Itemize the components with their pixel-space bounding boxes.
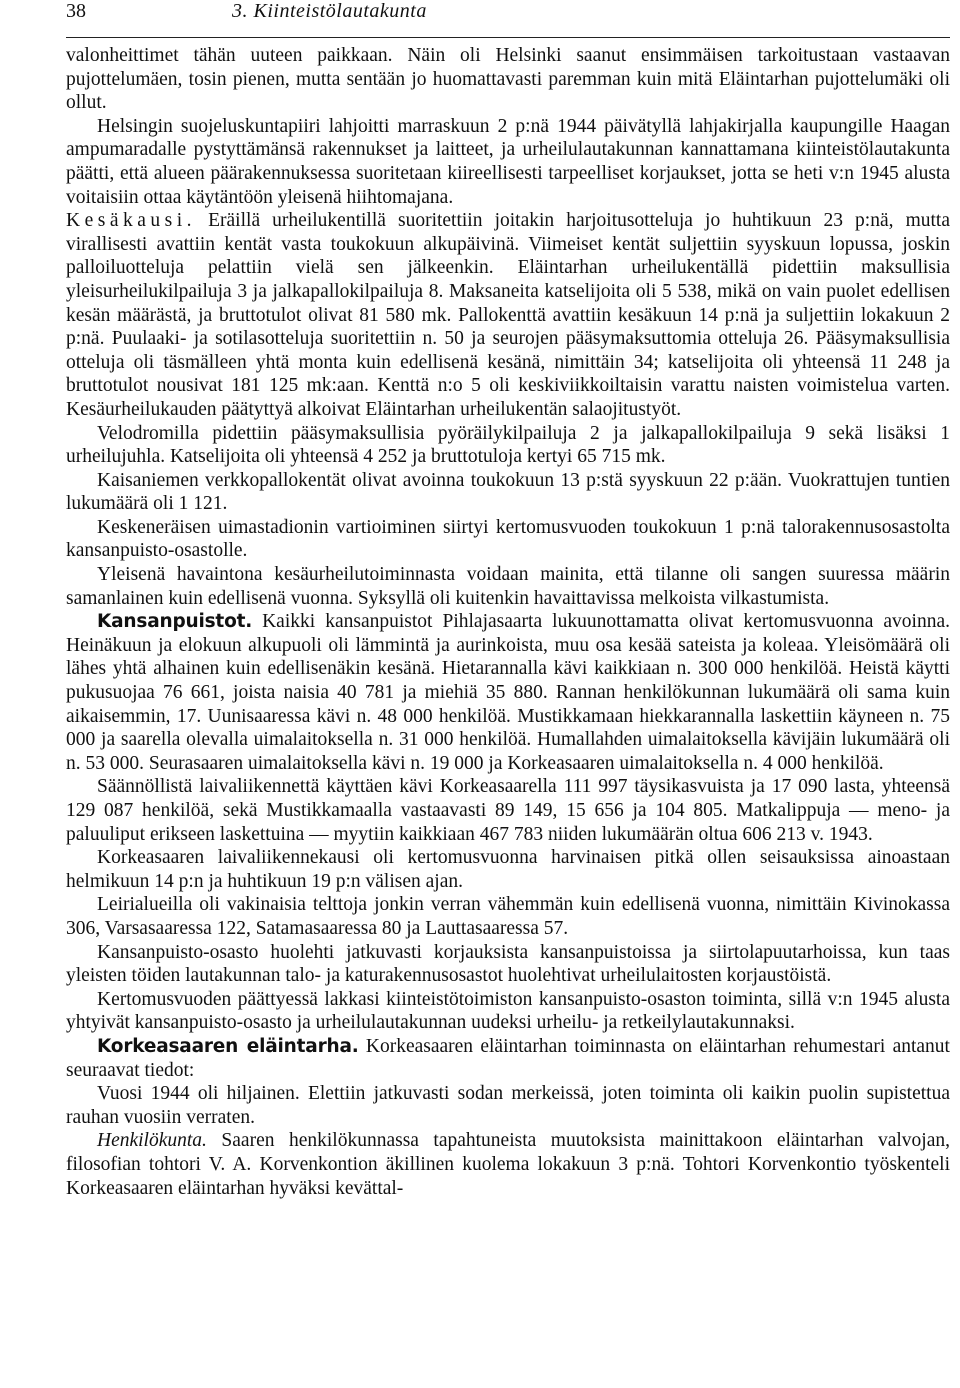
header-rule (66, 37, 950, 38)
paragraph (66, 893, 950, 940)
paragraph-text: Kertomusvuoden päättyessä lakkasi kiinteistötoimiston kansanpuisto-osaston toiminta, sillä v:n 1945 alusta yhtyivät kansanpuisto-osasto ja urheilulautakunnan uudeksi urheilu- ja retkeilylautakunnaksi. (66, 988, 950, 1034)
paragraph (66, 941, 950, 988)
paragraph-text: Velodromilla pidettiin pääsymaksullisia pyöräilykilpailuja 2 ja jalkapallokilpailuja 9 sekä lisäksi 1 urheilujuhla. Katselijoita oli yhteensä 4 252 ja bruttotuloja kertyi 65 715 mk. (66, 422, 950, 468)
paragraph (66, 1082, 950, 1129)
page-number: 38 (66, 0, 86, 22)
page-body (66, 44, 950, 1200)
paragraph (66, 846, 950, 893)
section-heading: Korkeasaaren eläintarha. (97, 1035, 359, 1057)
paragraph (66, 1035, 950, 1082)
paragraph-text: valonheittimet tähän uuteen paikkaan. Näin oli Helsinki saanut ensimmäisen tarkoitustaan vastaavan pujottelumäen, tosin pienen, mutta sentään jo huomattavasti paremman kuin mitä Eläintarhan pujottelumäki oli ollut. (66, 45, 950, 114)
paragraph (66, 115, 950, 209)
paragraph-text: Kaikki kansanpuistot Pihlajasaarta lukuunottamatta olivat kertomusvuonna avoinna. Heinäkuun ja elokuun alkupuoli oli lämmintä ja aurinkoista, muu osa kesää sateista ja koleaa. Yleisömäärä oli lähes yhtä alhainen kuin edellisenäkin kesänä. Hietarannalla kävi kaikkiaan n. 300 000 henkilöä. Heistä käytti pukusuojaa 76 661, joista naisia 40 781 ja miehiä 35 880. Rannan henkilökunnan lukumäärä oli sama kuin aikaisemmin, 17. Uunisaaressa kävi n. 48 000 henkilöä. Mustikkamaan hiekkarannalla laskettiin käyneen n. 75 000 ja saarella olevalla uimalaitoksella n. 31 000 henkilöä. Humallahden uimalaitoksella kävijäin lukumäärä oli n. 53 000. Seurasaaren uimalaitoksella kävi n. 19 000 ja Korkeasaaren uimalaitoksella n. 4 000 henkilöä. (66, 611, 950, 774)
paragraph-text: Säännöllistä laivaliikennettä käyttäen kävi Korkeasaarella 111 997 täysikasvuista ja 17 090 lasta, yhteensä 129 087 henkilöä, sekä Mustikkamaalla vastaavasti 89 149, 15 656 ja 104 805. Matkalippuja — meno- ja paluuliput erikseen laskettuina — myytiin kaikkiaan 467 783 niiden lukumäärän oltua 606 213 v. 1943. (66, 776, 950, 845)
subsection-heading: Henkilökunta. (97, 1130, 207, 1152)
paragraph (66, 563, 950, 610)
paragraph-text: Korkeasaaren eläintarhan toiminnasta on eläintarhan rehumestari antanut seuraavat tiedot: (66, 1035, 950, 1081)
paragraph (66, 610, 950, 775)
section-label: Kesäkausi. (66, 210, 197, 232)
running-title: 3. Kiinteistölautakunta (232, 0, 427, 22)
paragraph-text: Leirialueilla oli vakinaisia telttoja jonkin verran vähemmän kuin edellisenä vuonna, nimittäin Kivinokassa 306, Varsasaaressa 122, Satamasaaressa 80 ja Lauttasaaressa 57. (66, 894, 950, 939)
paragraph (66, 44, 950, 115)
paragraph (66, 1129, 950, 1200)
paragraph-text: Korkeasaaren laivaliikennekausi oli kertomusvuonna harvinaisen pitkä ollen seisauksissa ainoastaan helmikuun 14 p:n ja huhtikuun 19 p:n välisen ajan. (66, 847, 950, 892)
paragraph (66, 516, 950, 563)
paragraph (66, 775, 950, 846)
paragraph-text: Vuosi 1944 oli hiljainen. Elettiin jatkuvasti sodan merkeissä, joten toiminta oli kaikin puolin supistettua rauhan vuosiin verraten. (66, 1083, 950, 1128)
paragraph-text: Eräillä urheilukentillä suoritettiin joitakin harjoitusotteluja jo huhtikuun 23 p:nä, mutta virallisesti avattiin kentät vasta toukokuun alkupäivinä. Viimeiset kentät suljettiin syyskuun lopussa, joskin palloiluotteluja pelattiin vielä sen jälkeenkin. Eläintarhan urheilukentällä pidettiin maksullisia yleisurheilukilpailuja 3 ja jalkapallokilpailuja 8. Maksaneita katselijoita oli 5 538, mikä on vain puolet edellisen kesän määrästä, ja bruttotulot olivat 81 580 mk. Pallokenttä avattiin kesäkuun 14 p:nä ja suljettiin lokakuun 2 p:nä. Puulaaki- ja sotilasotteluja suoritettiin n. 50 ja seurojen pääsymaksuttomia otteluja 26. Pääsymaksullisia otteluja oli täsmälleen yhtä monta kuin edellisenä kesänä, nimittäin 34; katselijoita oli yhteensä 11 248 ja bruttotulot nousivat 181 125 mk:aan. Kenttä n:o 5 oli keskiviikkoiltaisin varattu naisten voimistelua varten. Kesäurheilukauden päätyttyä alkoivat Eläintarhan urheilukentän salaojitustyöt. (66, 210, 950, 420)
paragraph (66, 422, 950, 469)
paragraph-text: Kansanpuisto-osasto huolehti jatkuvasti korjauksista kansanpuistoissa ja siirtolapuutarhoissa, kun taas yleisten töiden lautakunnan talo- ja katurakennusosastot huolehtivat urheilulaitosten korjaustöistä. (66, 941, 950, 987)
paragraph-text: Kaisaniemen verkkopallokentät olivat avoinna toukokuun 13 p:stä syyskuun 22 p:ään. Vuokrattujen tuntien lukumäärä oli 1 121. (66, 469, 950, 515)
paragraph-text: Helsingin suojeluskuntapiiri lahjoitti marraskuun 2 p:nä 1944 päivätyllä lahjakirjalla kaupungille Haagan ampumaradalle pystyttämänsä rakennukset ja laitteet, ja urheilulautakunnan kannattamana kiinteistölautakunta päätti, että alueen päärakennuksessa suoritetaan kiireellisesti tarpeelliset korjaukset, jotta se heti v:n 1945 alusta voitaisiin ottaa käytäntöön yleisenä hiihtomajana. (66, 115, 950, 208)
paragraph (66, 209, 950, 421)
paragraph-text: Keskeneräisen uimastadionin vartioiminen siirtyi kertomusvuoden toukokuun 1 p:nä talorakennusosastolta kansanpuisto-osastolle. (66, 516, 950, 562)
paragraph-text: Saaren henkilökunnassa tapahtuneista muutoksista mainittakoon eläintarhan valvojan, filosofian tohtori V. A. Korvenkontion äkillinen kuolema lokakuun 3 p:nä. Tohtori Korvenkontio työskenteli Korkeasaaren eläintarhan hyväksi kevättal- (66, 1130, 951, 1199)
section-heading: Kansanpuistot. (97, 611, 253, 633)
page-header (66, 0, 950, 28)
paragraph (66, 469, 950, 516)
paragraph-text: Yleisenä havaintona kesäurheilutoiminnasta voidaan mainita, että tilanne oli sangen suuressa määrin samanlainen kuin edellisenä vuonna. Syksyllä oli kuitenkin havaittavissa melkoista vilkastumista. (66, 564, 950, 609)
paragraph (66, 988, 950, 1035)
